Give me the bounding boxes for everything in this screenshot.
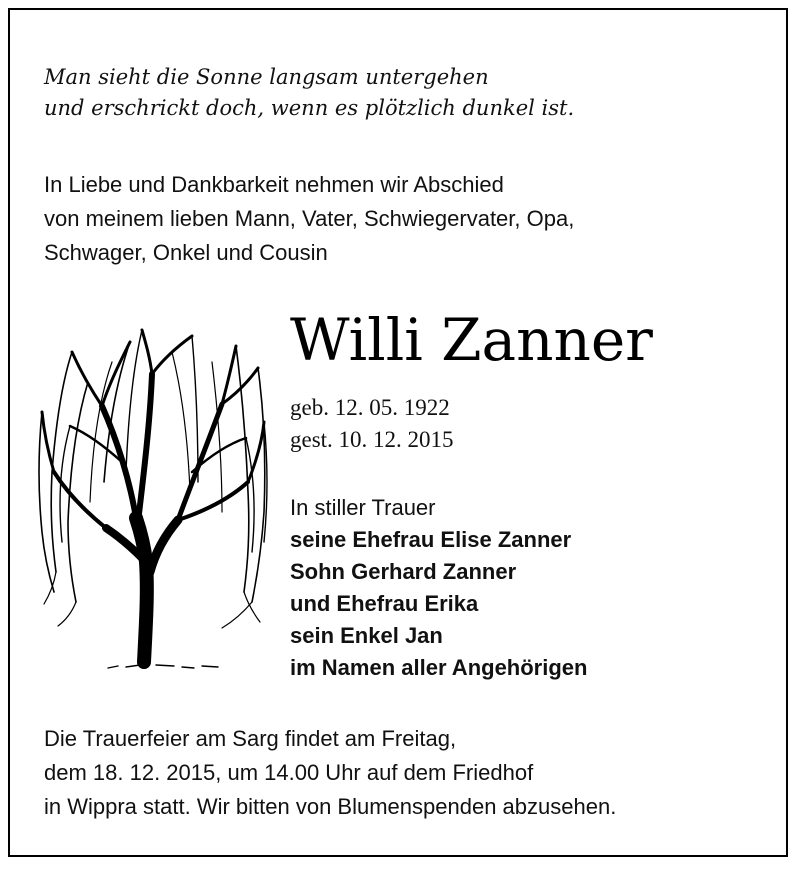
poem-line: Man sieht die Sonne langsam untergehen [44,65,489,89]
intro-line: In Liebe und Dankbarkeit nehmen wir Abschied [44,172,504,197]
death-date: gest. 10. 12. 2015 [290,427,454,452]
farewell-intro [44,168,574,270]
obituary-frame [8,8,788,857]
intro-line: von meinem lieben Mann, Vater, Schwiegervater, Opa, [44,206,575,231]
mourner: sein Enkel Jan [290,623,443,648]
mourner: im Namen aller Angehörigen [290,655,588,680]
mourner: seine Ehefrau Elise Zanner [290,527,572,552]
weeping-tree-icon [32,322,272,682]
service-line: Die Trauerfeier am Sarg findet am Freitag, [44,726,457,751]
poem [44,62,574,124]
service-line: in Wippra statt. Wir bitten von Blumenspenden abzusehen. [44,794,617,819]
poem-line: und erschrickt doch, wenn es plötzlich dunkel ist. [44,96,575,120]
funeral-service-info [44,722,616,824]
mourner: Sohn Gerhard Zanner [290,559,517,584]
service-line: dem 18. 12. 2015, um 14.00 Uhr auf dem Friedhof [44,760,534,785]
life-dates [290,392,454,456]
deceased-name: Willi Zanner [290,306,653,374]
mourning-heading: In stiller Trauer [290,495,436,520]
birth-date: geb. 12. 05. 1922 [290,395,450,420]
mourner: und Ehefrau Erika [290,591,479,616]
intro-line: Schwager, Onkel und Cousin [44,240,328,265]
mourners-block [290,492,587,684]
